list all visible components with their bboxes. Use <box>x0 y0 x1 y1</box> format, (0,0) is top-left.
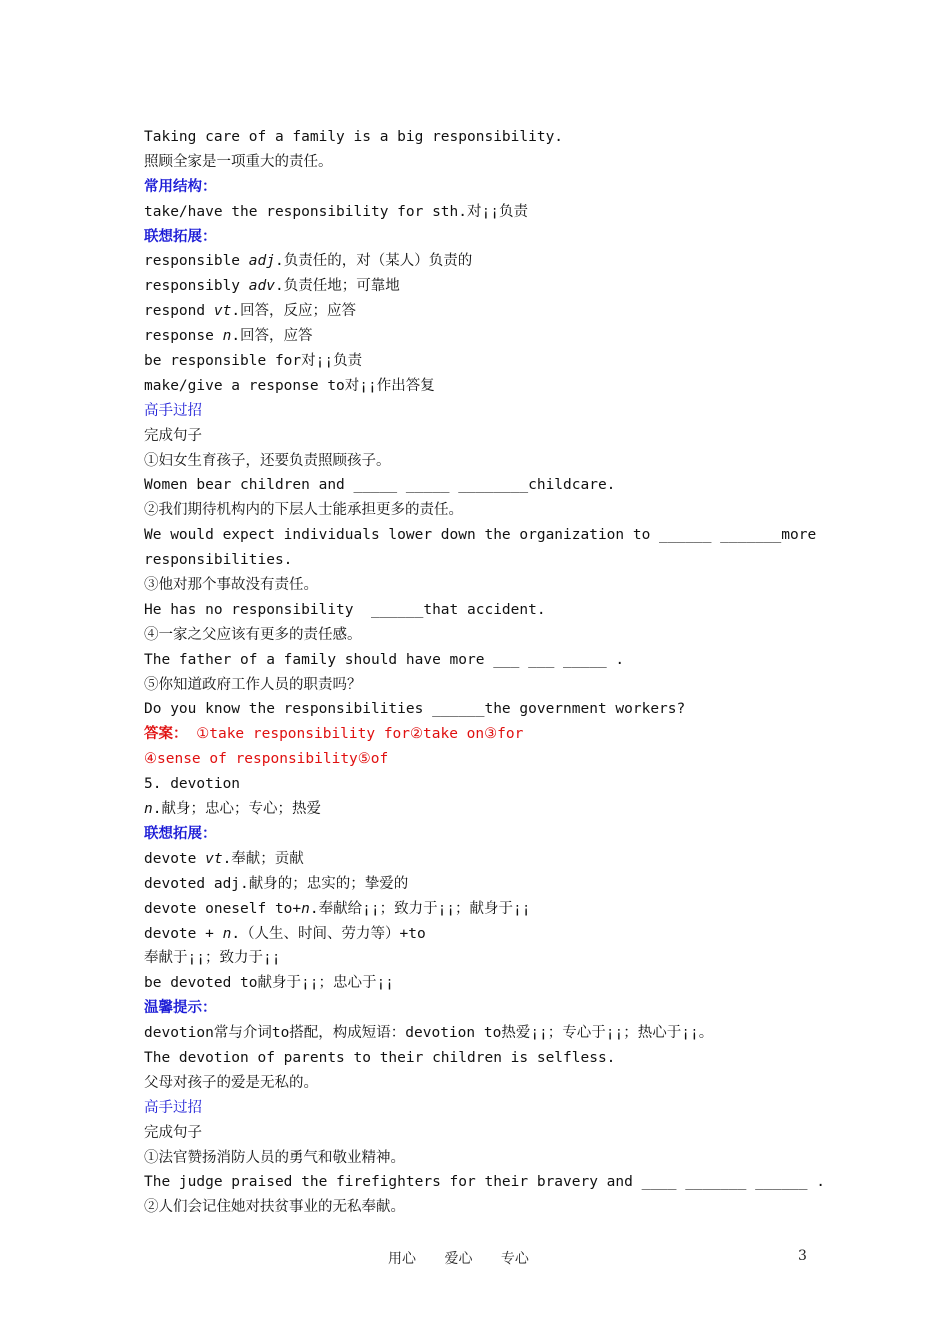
text-line: ①法官赞扬消防人员的勇气和敬业精神。 <box>144 1149 405 1166</box>
text-line: ②我们期待机构内的下层人士能承担更多的责任。 <box>144 502 463 519</box>
text-line: ⑤你知道政府工作人员的职责吗？ <box>144 676 362 693</box>
text-line: ②人们会记住她对扶贫事业的无私奉献。 <box>144 1199 405 1216</box>
text-line: 父母对孩子的爱是无私的。 <box>144 1074 318 1091</box>
entry-title: 5. devotion <box>144 776 241 793</box>
vocab-line: devote vt.奉献；贡献 <box>144 850 304 867</box>
vocab-line: devote + n.（人生、时间、劳力等）+to <box>144 925 426 942</box>
footer-motto: 用心 爱心 专心 <box>388 1251 529 1267</box>
text-line: devotion常与介词to搭配，构成短语：devotion to热爱¡¡；专心于¡¡；热心于¡¡。 <box>144 1025 714 1042</box>
section-heading: 联想拓展： <box>144 228 217 245</box>
answer-line: 答案： ①take responsibility for②take on③for <box>144 726 524 743</box>
text-line: take/have the responsibility for sth.对¡¡负责 <box>144 203 528 220</box>
vocab-line: respond vt.回答，反应；应答 <box>144 303 357 320</box>
exercise-line: We would expect individuals lower down the organization to ______ _______more <box>144 527 817 544</box>
text-line: devoted adj.献身的；忠实的；挚爱的 <box>144 875 409 892</box>
text-line: ①妇女生育孩子，还要负责照顾孩子。 <box>144 452 391 469</box>
text-line: be responsible for对¡¡负责 <box>144 353 363 370</box>
exercise-line: Do you know the responsibilities ______the government workers? <box>144 701 686 718</box>
text-line: 照顾全家是一项重大的责任。 <box>144 153 333 170</box>
vocab-line: response n.回答，应答 <box>144 328 313 345</box>
text-line: ④一家之父应该有更多的责任感。 <box>144 626 362 643</box>
text-line: 完成句子 <box>144 427 202 444</box>
vocab-line: responsible adj.负责任的，对（某人）负责的 <box>144 253 473 270</box>
answer-line: ④sense of responsibility⑤of <box>144 751 389 768</box>
answer-label: 答案： <box>144 726 188 743</box>
page-number: 3 <box>798 1248 807 1264</box>
page-footer <box>0 1248 950 1268</box>
section-heading: 常用结构： <box>144 178 217 195</box>
text-line: The devotion of parents to their children is selfless. <box>144 1049 616 1066</box>
vocab-line: responsibly adv.负责任地；可靠地 <box>144 278 400 295</box>
section-heading: 温馨提示： <box>144 1000 217 1017</box>
text-line: ③他对那个事故没有责任。 <box>144 577 318 594</box>
document-body <box>144 125 825 1220</box>
text-line: Taking care of a family is a big responsibility. <box>144 129 564 145</box>
section-heading: 联想拓展： <box>144 825 217 842</box>
text-line: make/give a response to对¡¡作出答复 <box>144 377 435 394</box>
section-heading: 高手过招 <box>144 402 202 419</box>
exercise-line: Women bear children and _____ _____ ________childcare. <box>144 477 616 494</box>
text-line: be devoted to献身于¡¡；忠心于¡¡ <box>144 975 394 992</box>
vocab-line: n.献身；忠心；专心；热爱 <box>144 801 321 818</box>
exercise-line: responsibilities. <box>144 552 293 569</box>
exercise-line: The judge praised the firefighters for their bravery and ____ _______ ______ . <box>144 1174 825 1191</box>
exercise-line: The father of a family should have more ___ ___ _____ . <box>144 651 625 668</box>
section-heading: 高手过招 <box>144 1099 202 1116</box>
text-line: 完成句子 <box>144 1124 202 1141</box>
vocab-line: devote oneself to+n.奉献给¡¡；致力于¡¡；献身于¡¡ <box>144 900 531 917</box>
exercise-line: He has no responsibility ______that accident. <box>144 601 546 618</box>
text-line: 奉献于¡¡；致力于¡¡ <box>144 950 281 967</box>
